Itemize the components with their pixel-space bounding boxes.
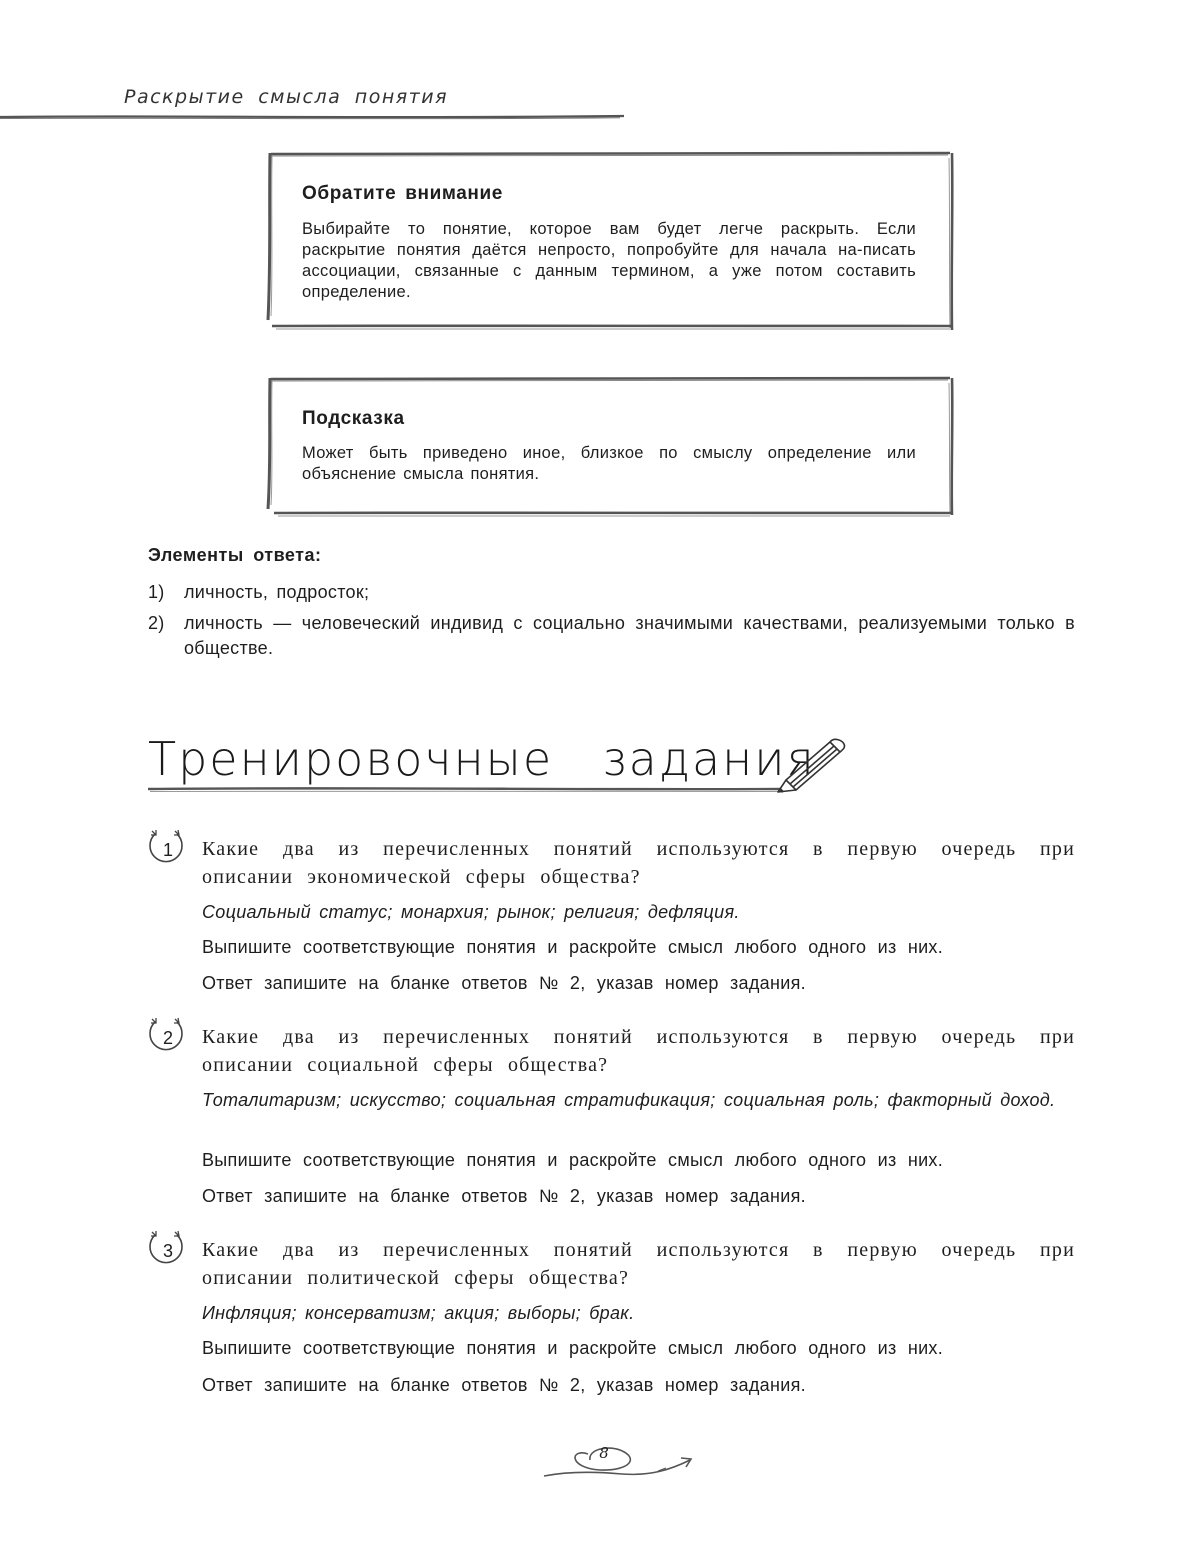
page-number-ornament [540,1438,700,1488]
answer-item-text: личность, подросток; [184,582,370,602]
hint-box-text: Может быть приведено иное, близкое по смыслу определение или объяснение смысла понятия. [302,444,916,483]
task-instruction: Выпишите соответствующие понятия и раскройте смысл любого одного из них. [202,937,944,957]
answer-item-number: 1) [148,582,165,602]
running-header: Раскрытие смысла понятия [124,86,449,108]
hint-box-title: Подсказка [302,408,405,429]
task-terms: Тоталитаризм; искусство; социальная стратификация; социальная роль; факторный доход. [202,1090,1056,1110]
task-answer-note: Ответ запишите на бланке ответов № 2, указав номер задания. [202,1186,806,1206]
task-terms: Социальный статус; монархия; рынок; религия; дефляция. [202,902,740,922]
task-question: Какие два из перечисленных понятий используются в первую очередь при описании политической сферы общества? [202,1239,1075,1289]
task-instruction: Выпишите соответствующие понятия и раскройте смысл любого одного из них. [202,1338,944,1358]
note-box-title: Обратите внимание [302,183,503,204]
task-question: Какие два из перечисленных понятий используются в первую очередь при описании социальной сферы общества? [202,1026,1075,1076]
answer-item-number: 2) [148,613,165,633]
task-terms: Инфляция; консерватизм; акция; выборы; брак. [202,1303,635,1323]
task-instruction: Выпишите соответствующие понятия и раскройте смысл любого одного из них. [202,1150,944,1170]
section-title: Тренировочные задания [148,732,816,786]
pencil-icon [772,734,850,796]
task-number-text: 3 [162,1241,173,1261]
task-number [149,1019,187,1057]
task-number-text: 1 [162,840,173,860]
page-number: 8 [599,1444,609,1462]
task-answer-note: Ответ запишите на бланке ответов № 2, указав номер задания. [202,973,806,993]
task-number-text: 2 [162,1028,173,1048]
task-number [149,831,187,869]
header-rule [0,110,640,124]
note-box-text: Выбирайте то понятие, которое вам будет легче раскрыть. Если раскрытие понятия даётся непросто, попробуйте для начала на-писать ассоциации, связанные с данным термином, а уже потом составить определение. [302,220,916,301]
task-question: Какие два из перечисленных понятий используются в первую очередь при описании экономической сферы общества? [202,838,1075,888]
answer-title: Элементы ответа: [148,545,322,565]
answer-item-text: личность — человеческий индивид с социально значимыми качествами, реализуемыми только в обществе. [184,613,1075,658]
answer-item [148,580,1075,605]
task-answer-note: Ответ запишите на бланке ответов № 2, указав номер задания. [202,1375,806,1395]
task-number [149,1232,187,1270]
answer-item [148,611,1075,661]
